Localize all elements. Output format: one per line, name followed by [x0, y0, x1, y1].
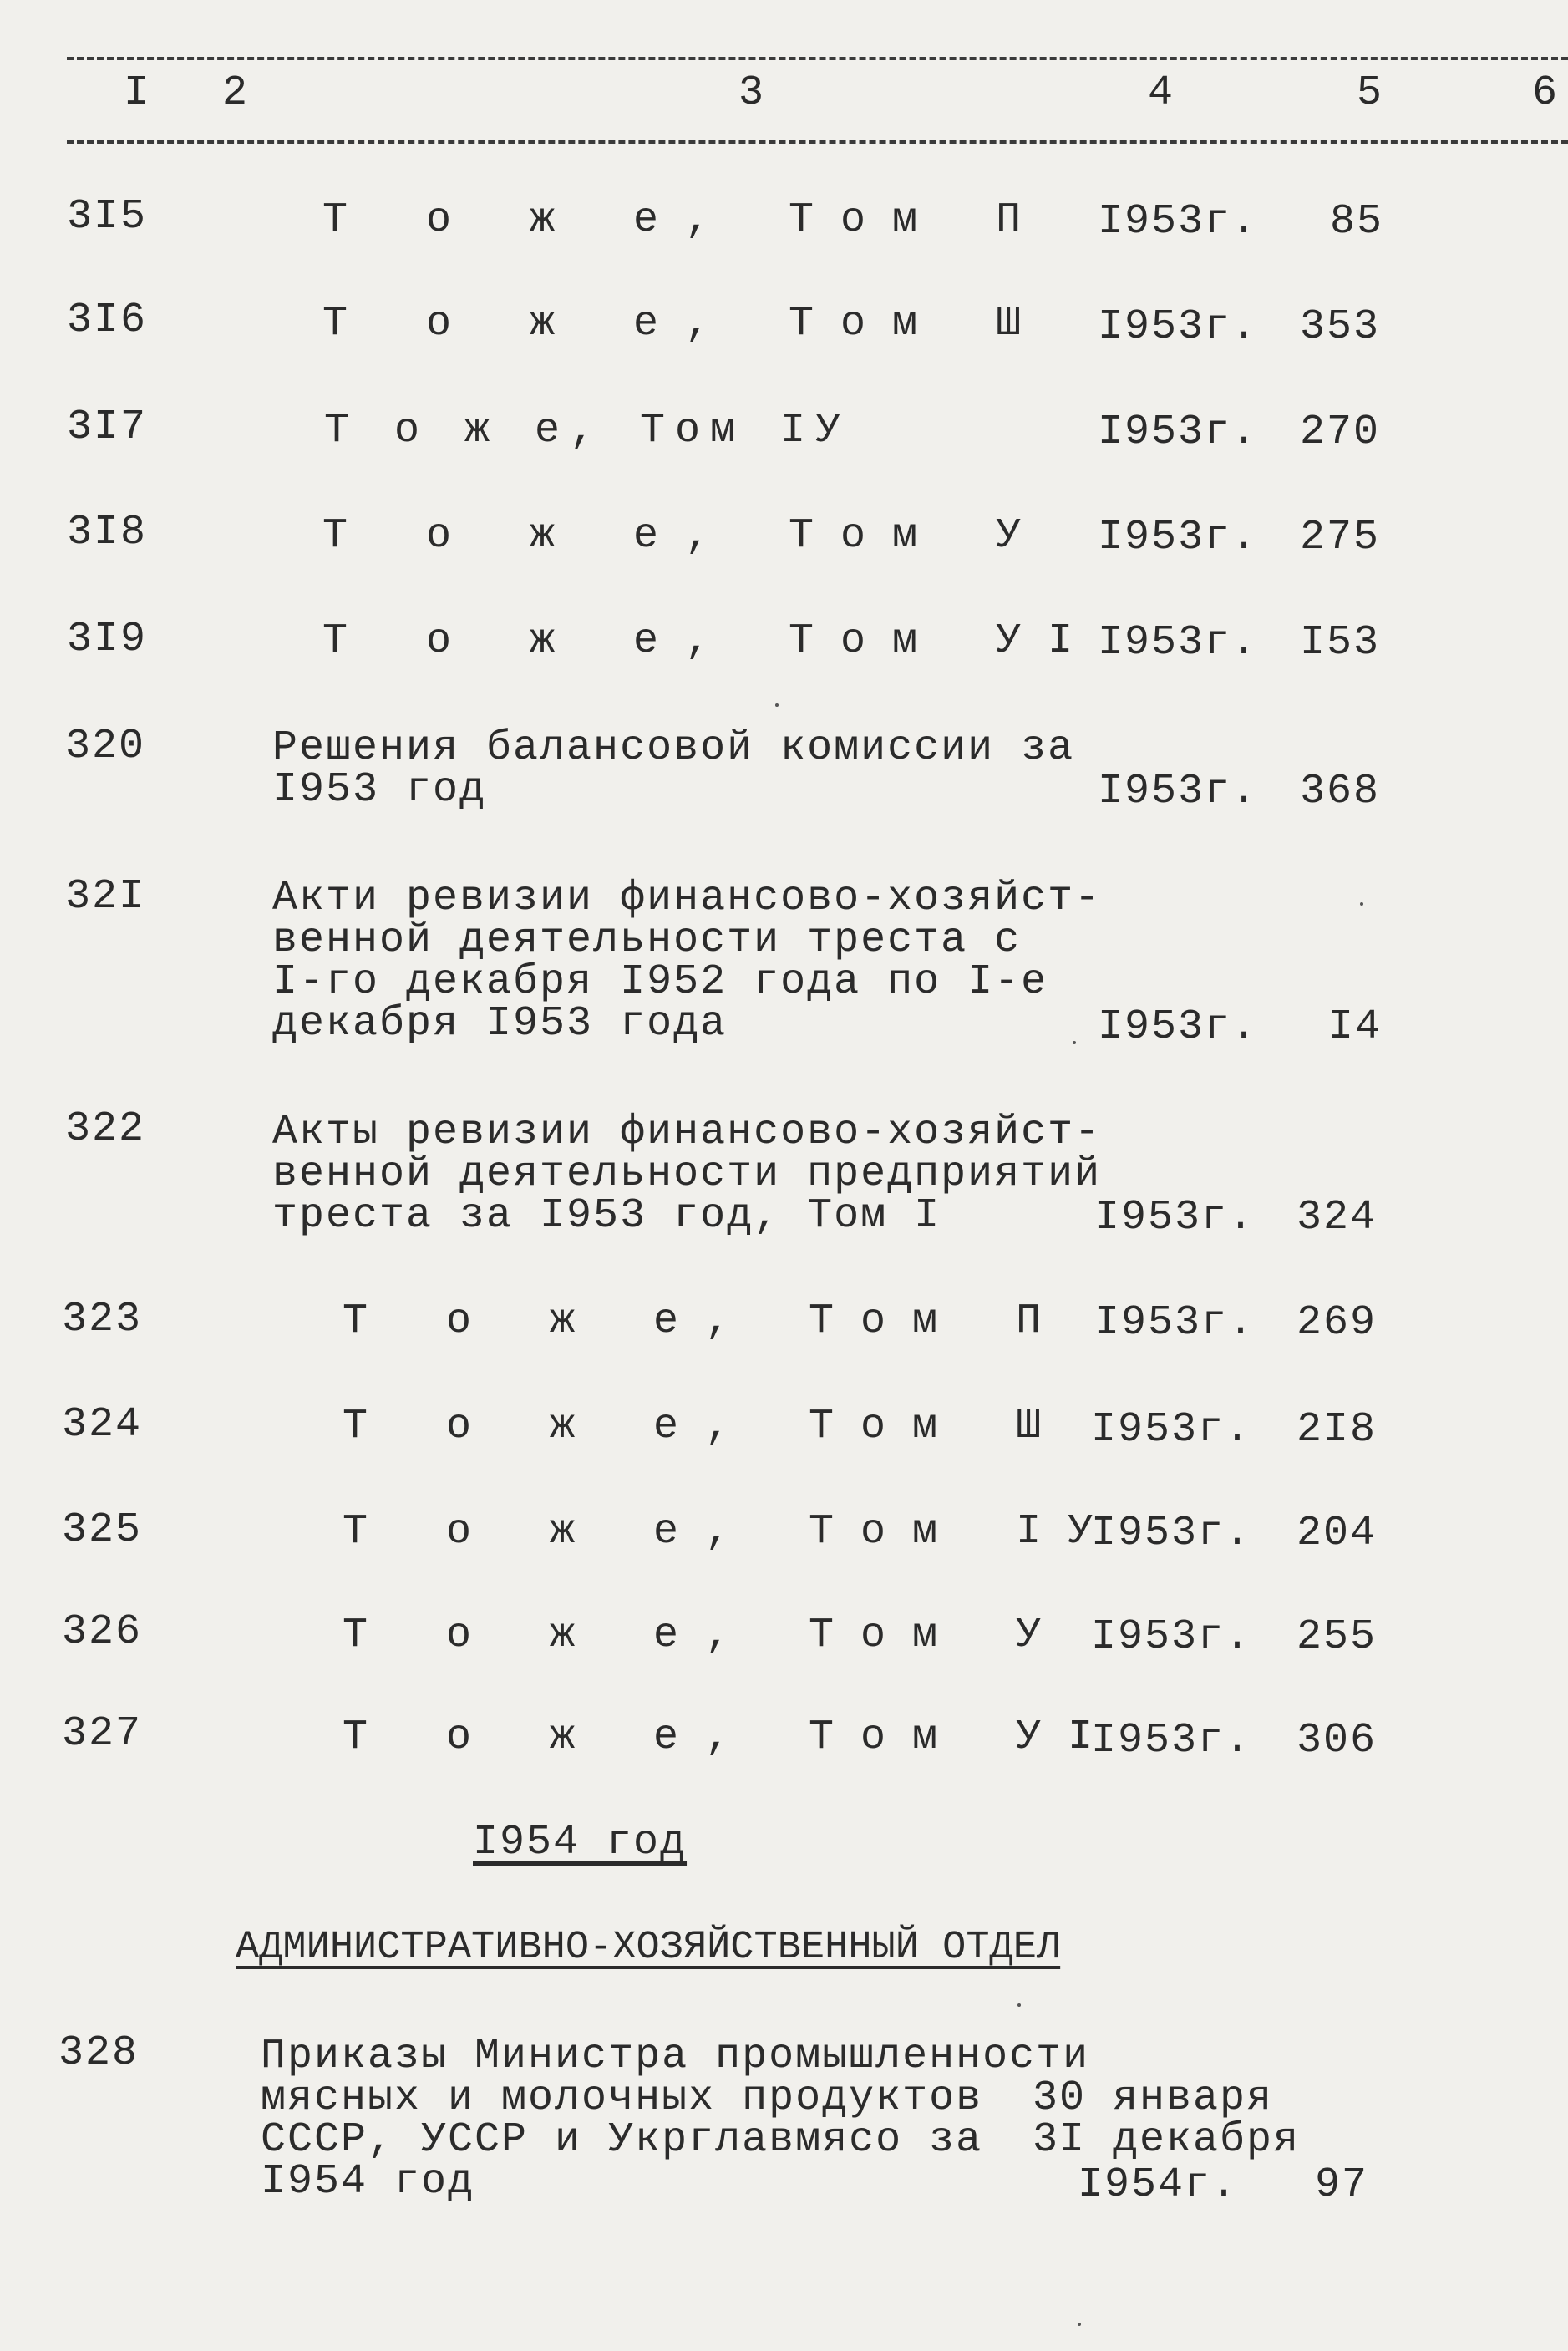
row-title: Т о ж е, Том IУ — [324, 407, 851, 454]
section-year-heading: I954 год — [473, 1819, 688, 1866]
row-title-line: Акти ревизии финансово-хозяйст- — [272, 875, 1102, 922]
col-header-4: 4 — [1148, 69, 1174, 117]
row-number: 3I9 — [67, 616, 148, 663]
header-top-rule — [67, 57, 1568, 60]
row-sheets: 324 — [1297, 1194, 1378, 1242]
col-header-2: 2 — [222, 69, 248, 117]
row-title-line: венной деятельности треста с — [272, 917, 1022, 964]
row-title-line: мясных и молочных продуктов — [261, 2074, 983, 2122]
row-title-line: треста за I953 год, Том I — [272, 1192, 941, 1240]
row-title-line: Акты ревизии финансово-хозяйст- — [272, 1109, 1102, 1156]
scan-speck — [1017, 2003, 1021, 2007]
row-sheets: 275 — [1300, 514, 1381, 561]
row-year: I953г. — [1098, 619, 1259, 667]
row-year: I953г. — [1094, 1299, 1256, 1347]
row-number: 3I7 — [67, 404, 148, 451]
row-title-line: венной деятельности предприятий — [272, 1150, 1102, 1198]
row-sheets: I53 — [1300, 619, 1381, 667]
scan-speck — [775, 703, 779, 707]
row-year: I953г. — [1098, 303, 1259, 351]
row-title: Т о ж е, Том П — [322, 196, 1048, 244]
row-title-line: Решения балансовой комиссии за — [272, 724, 1075, 772]
row-year: I953г. — [1098, 768, 1259, 815]
row-number: 320 — [65, 723, 146, 770]
col-header-5: 5 — [1357, 69, 1383, 117]
row-title-line: СССР, УССР и Укрглавмясо за — [261, 2116, 983, 2164]
row-sheets: 85 — [1330, 198, 1384, 246]
row-date-end: 3I декабря — [1033, 2116, 1301, 2164]
row-number: 326 — [62, 1608, 143, 1656]
row-sheets: 270 — [1300, 409, 1381, 456]
row-number: 327 — [62, 1710, 143, 1758]
row-sheets: 269 — [1297, 1299, 1378, 1347]
row-number: 325 — [62, 1506, 143, 1554]
scan-speck — [1073, 1041, 1076, 1044]
row-sheets: I4 — [1328, 1003, 1383, 1051]
row-sheets: 306 — [1297, 1717, 1378, 1765]
row-title: Т о ж е, Том УI — [343, 1714, 1120, 1761]
col-header-1: I — [124, 69, 150, 117]
row-number: 323 — [62, 1296, 143, 1343]
row-sheets: 255 — [1297, 1613, 1378, 1661]
row-sheets: 368 — [1300, 768, 1381, 815]
row-title: Т о ж е, Том Ш — [343, 1403, 1068, 1450]
scan-speck — [1078, 2323, 1081, 2326]
row-title: Т о ж е, Том У — [322, 512, 1048, 560]
row-number: 32I — [65, 873, 146, 921]
row-title: Т о ж е, Том УI — [322, 617, 1100, 665]
row-year: I953г. — [1091, 1406, 1252, 1454]
row-year: I953г. — [1098, 409, 1259, 456]
scan-speck — [1360, 902, 1363, 906]
col-header-6: 6 — [1532, 69, 1558, 117]
row-year: I953г. — [1094, 1194, 1256, 1242]
row-year: I953г. — [1091, 1613, 1252, 1661]
row-title: Т о ж е, Том П — [343, 1297, 1068, 1345]
row-title-line: декабря I953 года — [272, 1000, 728, 1048]
row-year: I954г. — [1078, 2161, 1239, 2209]
row-title-line: I953 год — [272, 766, 487, 814]
row-sheets: 204 — [1297, 1510, 1378, 1557]
row-year: I953г. — [1091, 1510, 1252, 1557]
row-number: 3I8 — [67, 509, 148, 556]
row-title: Т о ж е, Том У — [343, 1612, 1068, 1659]
header-bottom-rule — [67, 140, 1568, 144]
row-sheets: 2I8 — [1297, 1406, 1378, 1454]
row-year: I953г. — [1098, 514, 1259, 561]
row-year: I953г. — [1098, 1003, 1259, 1051]
row-title: Т о ж е, Том IУ — [343, 1508, 1120, 1556]
row-number: 328 — [58, 2029, 140, 2077]
row-sheets: 97 — [1315, 2161, 1369, 2209]
row-sheets: 353 — [1300, 303, 1381, 351]
row-year: I953г. — [1098, 198, 1259, 246]
row-number: 324 — [62, 1401, 143, 1449]
row-number: 3I5 — [67, 193, 148, 241]
row-title-line: I954 год — [261, 2158, 475, 2206]
row-title: Т о ж е, Том Ш — [322, 300, 1048, 348]
row-title-line: Приказы Министра промышленности — [261, 2033, 1090, 2080]
row-number: 3I6 — [67, 297, 148, 344]
row-title-line: I-го декабря I952 года по I-е — [272, 958, 1048, 1006]
row-date-start: 30 января — [1033, 2074, 1274, 2122]
section-department-heading: АДМИНИСТРАТИВНО-ХОЗЯЙСТВЕННЫЙ ОТДЕЛ — [236, 1926, 1061, 1970]
row-year: I953г. — [1091, 1717, 1252, 1765]
col-header-3: 3 — [738, 69, 764, 117]
row-number: 322 — [65, 1105, 146, 1153]
